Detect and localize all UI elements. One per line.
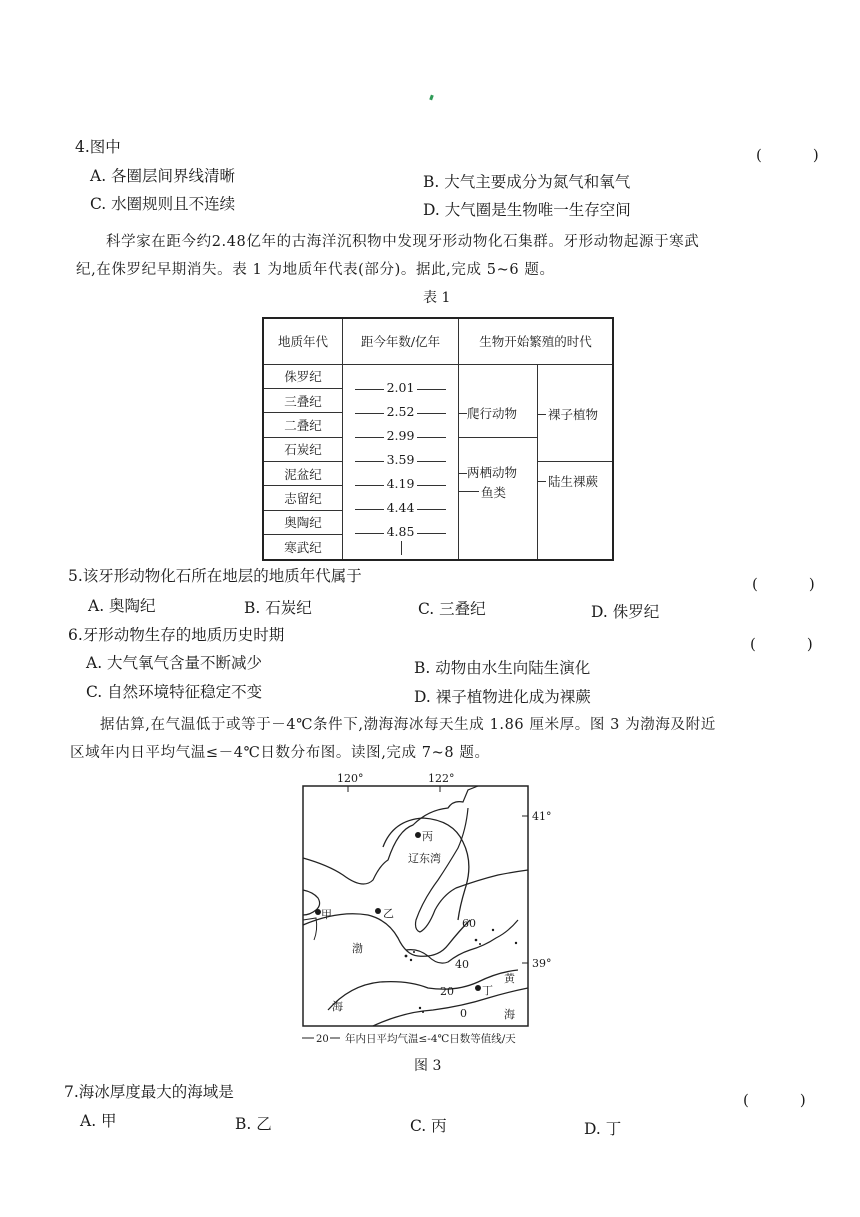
- contour-60-label: 60: [462, 917, 476, 930]
- lat-41-label: 41°: [532, 810, 552, 823]
- plants-gymnosperms: 裸子植物: [548, 406, 599, 422]
- q4-option-b[interactable]: B. 大气主要成分为氮气和氧气: [423, 173, 631, 191]
- ink-mark: [429, 95, 434, 101]
- q7-answer-paren[interactable]: ( ): [743, 1091, 824, 1109]
- animals-column: [459, 364, 538, 560]
- q4-option-a[interactable]: A. 各圈层间界线清晰: [90, 167, 236, 185]
- q6-option-b[interactable]: B. 动物由水生向陆生演化: [414, 659, 591, 677]
- passage1-line2: 纪,在侏罗纪早期消失。表 1 为地质年代表(部分)。据此,完成 5~6 题。: [76, 262, 555, 278]
- lat-39-label: 39°: [532, 957, 552, 970]
- q4-option-d[interactable]: D. 大气圈是生物唯一生存空间: [423, 201, 631, 219]
- geologic-time-table: [262, 317, 614, 561]
- passage1-line1: 科学家在距今约2.48亿年的古海洋沉积物中发现牙形动物化石集群。牙形动物起源于寒武: [106, 234, 700, 250]
- q7-option-b[interactable]: B. 乙: [235, 1115, 272, 1133]
- boundary-5: 4.19: [384, 476, 418, 491]
- legend-symbol: 20: [316, 1034, 329, 1045]
- passage2-line1: 据估算,在气温低于或等于－4℃条件下,渤海海冰每天生成 1.86 厘米厚。图 3 为渤海及附近: [100, 717, 716, 733]
- q5-option-a[interactable]: A. 奥陶纪: [88, 597, 156, 615]
- animals-fish: 鱼类: [481, 484, 507, 500]
- q6-stem: 6.牙形动物生存的地质历史时期: [68, 626, 285, 644]
- boundary-3: 2.99: [384, 428, 418, 443]
- q5-stem: 5.该牙形动物化石所在地层的地质年代属于: [68, 567, 362, 585]
- q5-option-d[interactable]: D. 侏罗纪: [591, 603, 660, 621]
- contour-40-label: 40: [455, 958, 469, 971]
- point-ding-label: 丁: [482, 984, 493, 997]
- point-bing-label: 丙: [422, 830, 433, 843]
- header-organisms: 生物开始繁殖的时代: [459, 318, 614, 364]
- header-years: 距今年数/亿年: [343, 318, 459, 364]
- period-ordovician: 奥陶纪: [264, 511, 342, 535]
- q6-answer-paren[interactable]: ( ): [750, 635, 831, 653]
- years-column: [343, 364, 459, 560]
- huang-label: 黄: [504, 972, 515, 985]
- period-carboniferous: 石炭纪: [264, 438, 342, 462]
- boundary-4: 3.59: [384, 452, 418, 467]
- point-yi-label: 乙: [383, 907, 394, 920]
- bohai-sea-map: [288, 770, 578, 1070]
- period-silurian: 志留纪: [264, 486, 342, 510]
- q7-option-d[interactable]: D. 丁: [584, 1120, 622, 1138]
- passage2-line2: 区域年内日平均气温≤－4℃日数分布图。读图,完成 7~8 题。: [70, 745, 490, 761]
- boundary-2: 2.52: [384, 404, 418, 419]
- q4-option-c[interactable]: C. 水圈规则且不连续: [90, 195, 236, 213]
- q7-option-c[interactable]: C. 丙: [410, 1117, 447, 1135]
- q6-option-d[interactable]: D. 裸子植物进化成为裸蕨: [414, 688, 591, 706]
- period-cambrian: 寒武纪: [284, 539, 322, 555]
- figure3-caption: 图 3: [414, 1058, 442, 1074]
- q7-option-a[interactable]: A. 甲: [80, 1112, 117, 1130]
- boundary-6: 4.44: [384, 500, 418, 515]
- liaodong-bay-label: 辽东湾: [408, 852, 441, 865]
- period-devonian: 泥盆纪: [264, 462, 342, 486]
- bo-label: 渤: [352, 942, 363, 955]
- q5-option-c[interactable]: C. 三叠纪: [418, 600, 486, 618]
- header-period: 地质年代: [263, 318, 343, 364]
- q4-answer-paren[interactable]: ( ): [756, 146, 837, 164]
- period-permian: 二叠纪: [264, 413, 342, 437]
- q6-option-a[interactable]: A. 大气氧气含量不断减少: [86, 654, 263, 672]
- animals-amphibians: 两栖动物: [467, 464, 518, 480]
- period-jurassic: 侏罗纪: [264, 365, 342, 389]
- plants-psilophytes: 陆生裸蕨: [548, 473, 599, 489]
- q5-option-b[interactable]: B. 石炭纪: [244, 599, 312, 617]
- q7-stem: 7.海冰厚度最大的海域是: [64, 1083, 234, 1101]
- table1-caption: 表 1: [423, 290, 451, 306]
- q4-stem: 4.图中: [75, 138, 121, 156]
- animals-reptiles: 爬行动物: [467, 405, 518, 421]
- q5-answer-paren[interactable]: ( ): [752, 575, 833, 593]
- legend-text: 年内日平均气温≤-4℃日数等值线/天: [345, 1033, 516, 1045]
- plants-column: [538, 364, 614, 560]
- lon-122-label: 122°: [428, 772, 455, 785]
- q6-option-c[interactable]: C. 自然环境特征稳定不变: [86, 683, 263, 701]
- boundary-1: 2.01: [384, 380, 418, 395]
- lon-120-label: 120°: [337, 772, 364, 785]
- period-column: [263, 364, 343, 560]
- bohai-hai-label: 海: [332, 1000, 343, 1013]
- contour-0-label: 0: [460, 1007, 467, 1020]
- boundary-7: 4.85: [384, 524, 418, 539]
- period-triassic: 三叠纪: [264, 389, 342, 413]
- point-jia-label: 甲: [321, 908, 332, 921]
- huanghai-hai-label: 海: [504, 1008, 515, 1021]
- contour-20-label: 20: [440, 985, 454, 998]
